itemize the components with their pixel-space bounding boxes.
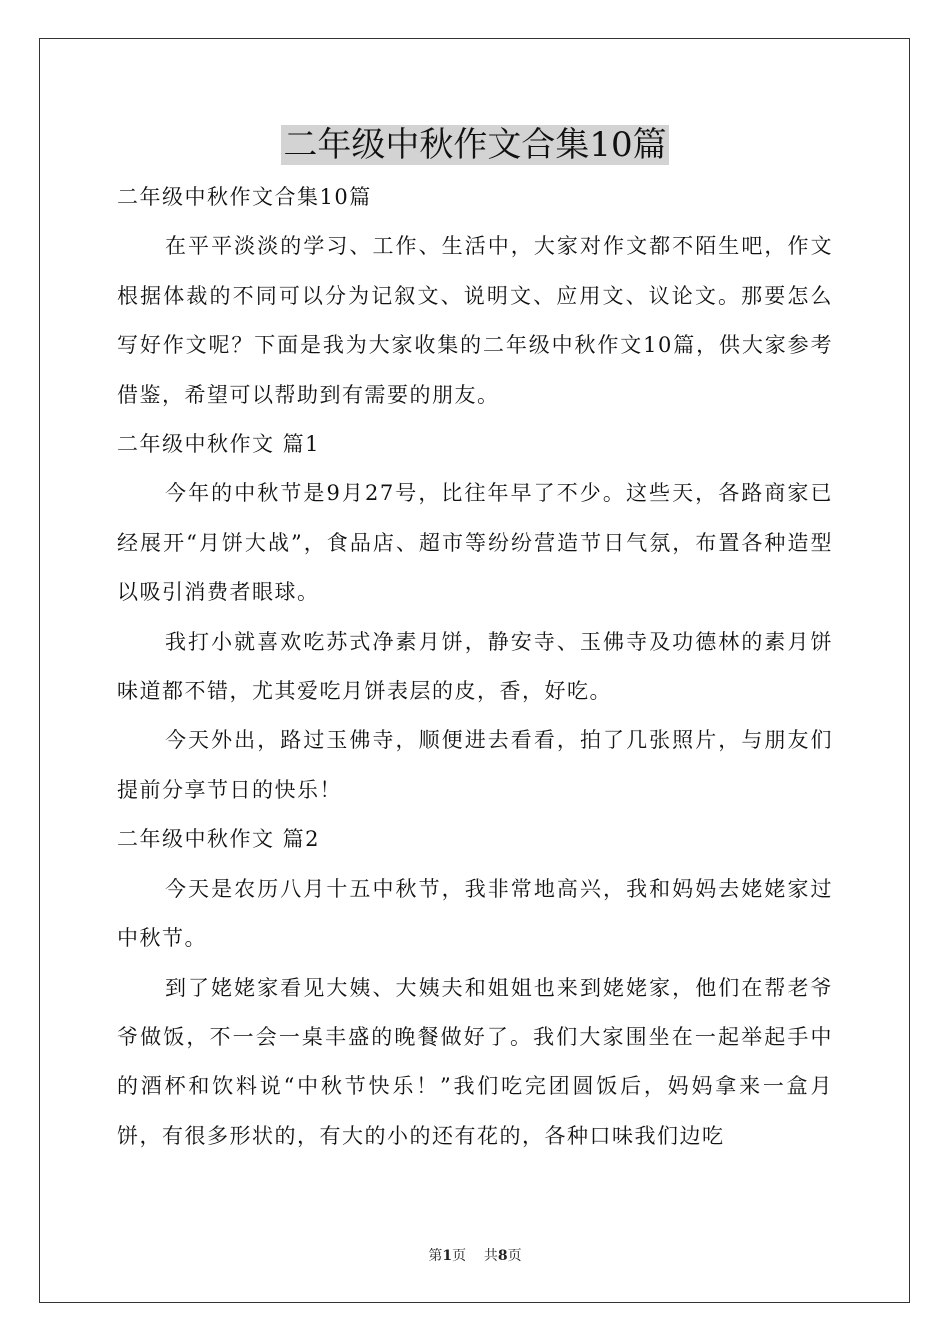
document-title-text: 二年级中秋作文合集10篇: [283, 125, 667, 165]
section-heading-2: 二年级中秋作文 篇2: [117, 827, 321, 852]
paragraph: 我打小就喜欢吃苏式净素月饼，静安寺、玉佛寺及功德林的素月饼味道都不错，尤其爱吃月饼表层的皮，香，好吃。: [117, 629, 833, 704]
total-pages: 8: [497, 1248, 508, 1264]
page-number: [428, 1248, 466, 1264]
page-prefix: 第: [428, 1248, 443, 1264]
total-prefix: 共: [483, 1248, 498, 1264]
paragraph: 今天是农历八月十五中秋节，我非常地高兴，我和妈妈去姥姥家过中秋节。: [117, 876, 833, 951]
page-footer: [0, 1247, 950, 1265]
current-page: 1: [442, 1248, 453, 1264]
paragraph: 今天外出，路过玉佛寺，顺便进去看看，拍了几张照片，与朋友们提前分享节日的快乐！: [117, 728, 833, 802]
paragraph: 到了姥姥家看见大姨、大姨夫和姐姐也来到姥姥家，他们在帮老爷爷做饭，不一会一桌丰盛的晚餐做好了。我们大家围坐在一起举起手中的酒杯和饮料说“中秋节快乐！”我们吃完团圆饭后，妈妈拿来一盒月饼，有很多形状的，有大的小的还有花的，各种口味我们边吃: [117, 975, 833, 1148]
paragraph-intro: 在平平淡淡的学习、工作、生活中，大家对作文都不陌生吧，作文根据体裁的不同可以分为记叙文、说明文、应用文、议论文。那要怎么写好作文呢？下面是我为大家收集的二年级中秋作文10篇，供大家参考借鉴，希望可以帮助到有需要的朋友。: [117, 234, 833, 407]
paragraph: 今年的中秋节是9月27号，比往年早了不少。这些天，各路商家已经展开“月饼大战”，食品店、超市等纷纷营造节日气氛，布置各种造型以吸引消费者眼球。: [117, 481, 833, 605]
document-title: [0, 122, 950, 168]
total-label: 页: [507, 1248, 522, 1264]
page-total: [484, 1248, 522, 1264]
document-body: [117, 173, 833, 1161]
page-label: 页: [452, 1248, 467, 1264]
document-subtitle: 二年级中秋作文合集10篇: [117, 185, 372, 209]
section-heading-1: 二年级中秋作文 篇1: [117, 432, 321, 457]
